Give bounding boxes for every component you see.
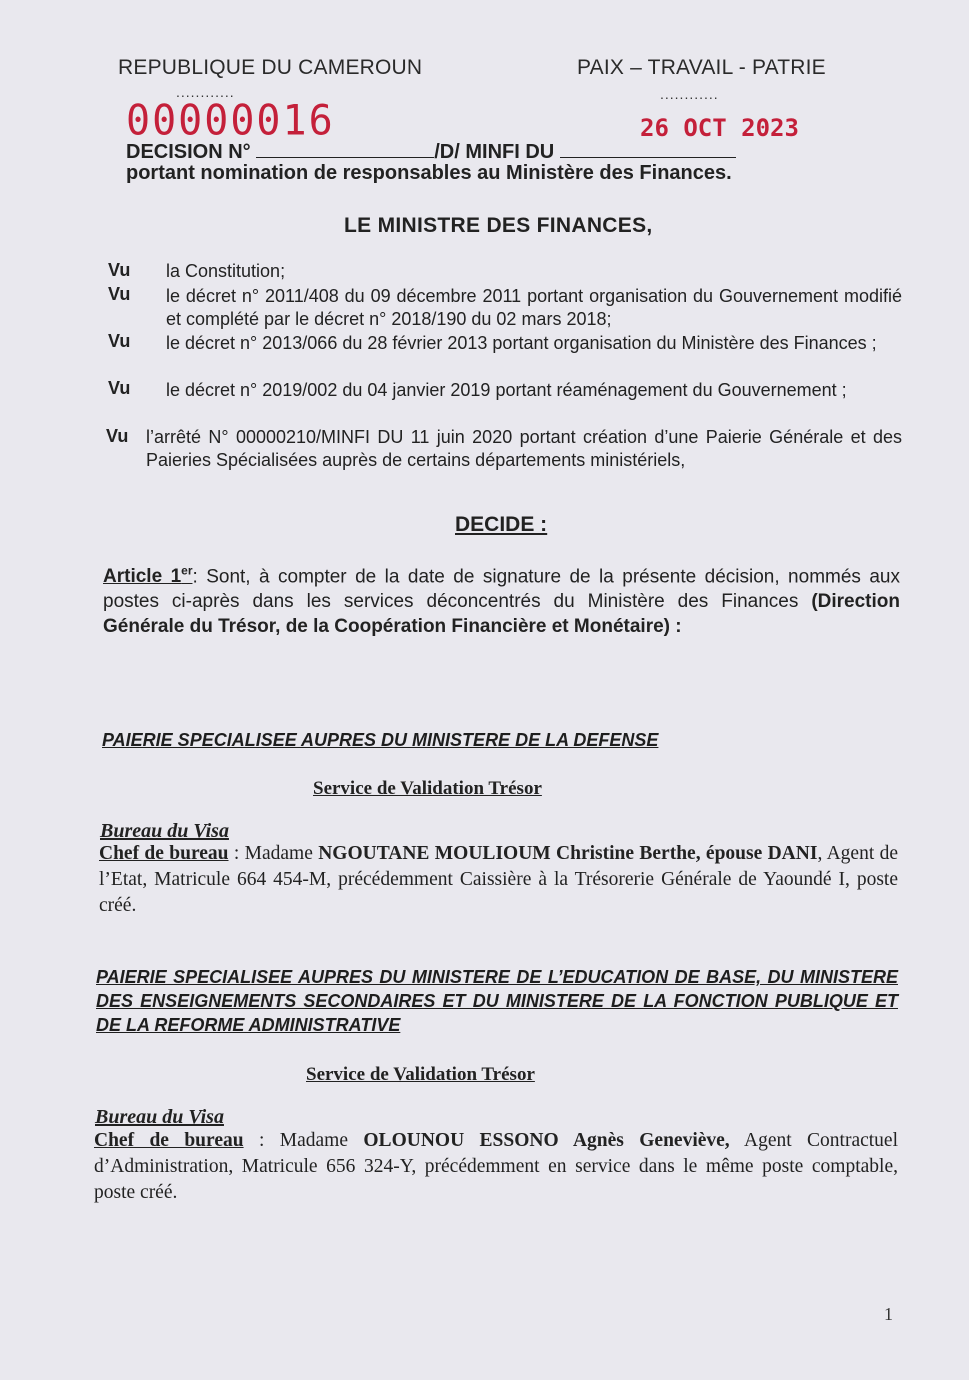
appointee-name: NGOUTANE MOULIOUM Christine Berthe, épouse DANI: [318, 843, 818, 864]
section-title: PAIERIE SPECIALISEE AUPRES DU MINISTERE DE LA DEFENSE: [102, 730, 659, 750]
decision-middle: /D/ MINFI DU: [434, 141, 555, 163]
vu-text: le décret n° 2019/002 du 04 janvier 2019 portant réaménagement du Gouvernement ;: [166, 380, 847, 400]
decide-heading: DECIDE :: [455, 513, 548, 536]
bureau-heading: Bureau du Visa: [100, 820, 229, 842]
appointment-entry: Chef de bureau : Madame OLOUNOU ESSONO Agnès Geneviève, Agent Contractuel d’Administration, Matricule 656 324-Y, précédemment en service dans le même poste comptable, poste créé.: [94, 1130, 898, 1203]
decision-number-stamp: 00000016: [126, 96, 335, 146]
header-motto: PAIX – TRAVAIL - PATRIE: [577, 56, 826, 79]
decision-subject: portant nomination de responsables au Ministère des Finances.: [126, 162, 732, 184]
article-text: : Sont, à compter de la date de signature de la présente décision, nommés aux postes ci-après dans les services déconcentrés du Ministère des Finances: [103, 566, 900, 613]
header-republic: REPUBLIQUE DU CAMEROUN: [118, 56, 423, 79]
header-left-dots: ............: [176, 84, 235, 100]
minister-title: LE MINISTRE DES FINANCES,: [344, 214, 653, 237]
chef-label: Chef de bureau: [94, 1130, 244, 1151]
appointee-name: OLOUNOU ESSONO Agnès Geneviève,: [363, 1130, 730, 1151]
vu-text: le décret n° 2011/408 du 09 décembre 2011 portant organisation du Gouvernement modifié et complété par le décret n° 2018/190 du 02 mars 2018;: [166, 286, 902, 329]
service-heading: Service de Validation Trésor: [313, 778, 542, 799]
section-title: PAIERIE SPECIALISEE AUPRES DU MINISTERE DE L’EDUCATION DE BASE, DU MINISTERE DES ENSEIGNEMENTS SECONDAIRES ET DU MINISTERE DE LA FONCTION PUBLIQUE ET DE LA REFORME ADMINISTRATIVE: [96, 967, 898, 1035]
service-heading: Service de Validation Trésor: [306, 1064, 535, 1085]
vu-label: Vu: [108, 331, 131, 351]
page-number: 1: [884, 1304, 893, 1324]
appointee-details: Agent Contractuel d’Administration, Matricule 656 324-Y, précédemment en service dans le même poste comptable, poste créé.: [94, 1130, 898, 1203]
vu-label: Vu: [106, 426, 129, 446]
article-1: [103, 559, 900, 639]
chef-label: Chef de bureau: [99, 843, 229, 864]
vu-text: l’arrêté N° 00000210/MINFI DU 11 juin 2020 portant création d’une Paierie Générale et des Paieries Spécialisées auprès de certains départements ministériels,: [146, 427, 902, 470]
vu-label: Vu: [108, 260, 131, 280]
vu-label: Vu: [108, 284, 131, 304]
appointee-details: , Agent de l’Etat, Matricule 664 454-M, précédemment Caissière à la Trésorerie Générale de Yaoundé I, poste créé.: [99, 843, 898, 916]
article-label: Article 1er: [103, 564, 193, 588]
decision-date-stamp: 26 OCT 2023: [640, 114, 799, 142]
vu-text: la Constitution;: [166, 261, 286, 281]
article-bold-text: (Direction Générale du Trésor, de la Coopération Financière et Monétaire) :: [103, 591, 900, 638]
vu-text: le décret n° 2013/066 du 28 février 2013 portant organisation du Ministère des Finances ;: [166, 333, 877, 353]
bureau-heading: Bureau du Visa: [95, 1106, 224, 1128]
header-right-dots: ............: [660, 86, 719, 102]
appointment-entry: Chef de bureau : Madame NGOUTANE MOULIOUM Christine Berthe, épouse DANI, Agent de l’Etat, Matricule 664 454-M, précédemment Caissière à la Trésorerie Générale de Yaoundé I, poste créé.: [99, 843, 898, 916]
decision-prefix: DECISION N°: [126, 141, 251, 163]
vu-label: Vu: [108, 378, 131, 398]
